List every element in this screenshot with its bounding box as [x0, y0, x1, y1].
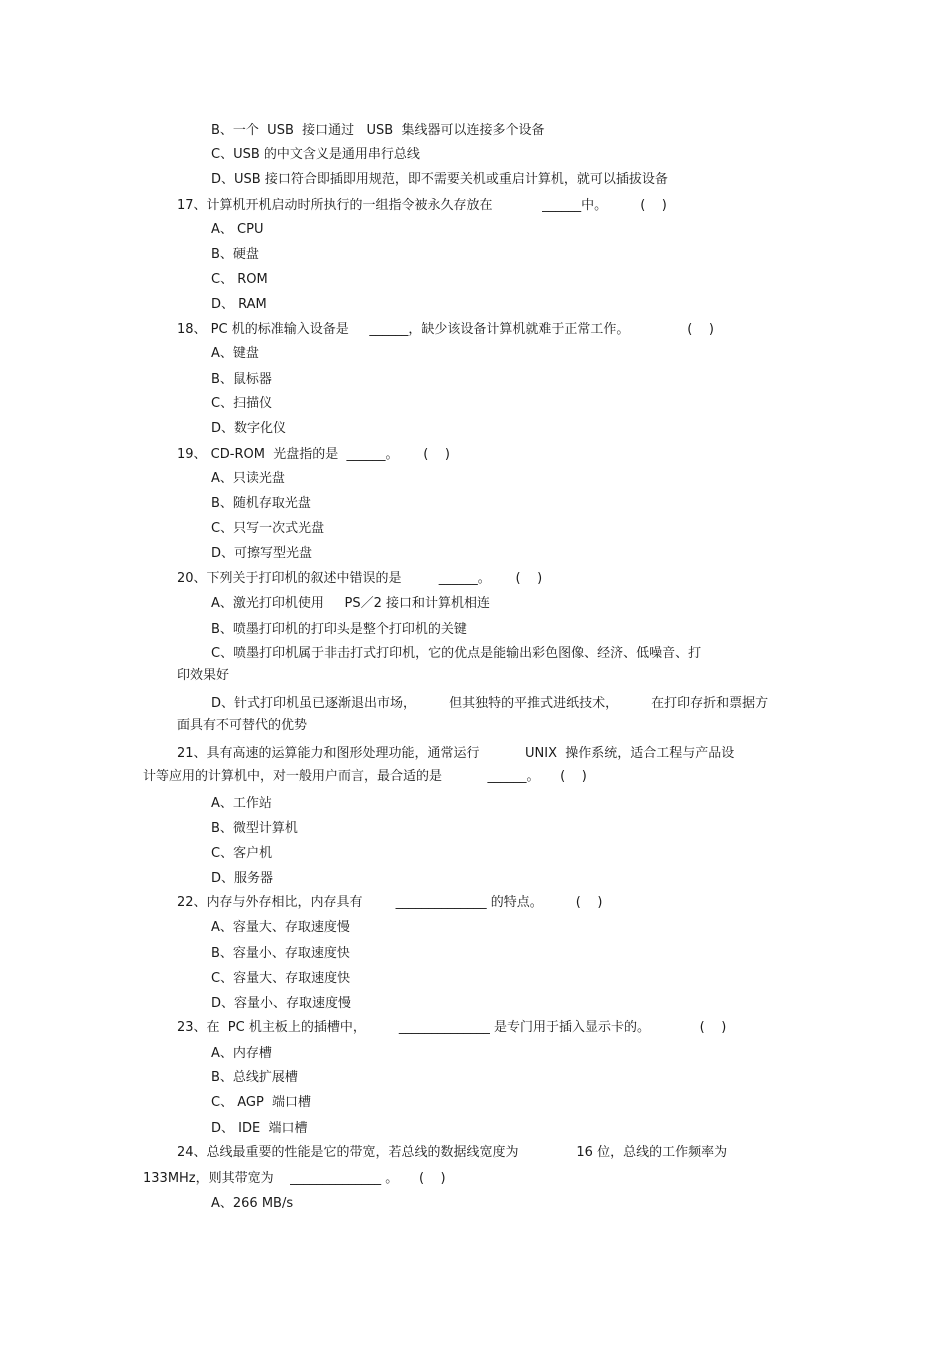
option-16c: C、USB 的中文含义是通用串行总线: [211, 147, 420, 162]
question-17: 17、计算机开机启动时所执行的一组指令被永久存放在 ______中。 ( ): [177, 198, 667, 213]
option-17c: C、 ROM: [211, 272, 268, 287]
option-20a: A、激光打印机使用 PS／2 接口和计算机相连: [211, 596, 491, 611]
question-21-continued: 计等应用的计算机中，对一般用户而言，最合适的是 ______。 ( ): [143, 769, 587, 784]
question-21: 21、具有高速的运算能力和图形处理功能，通常运行 UNIX 操作系统，适合工程与产品设: [177, 746, 735, 761]
option-24a: A、266 MB/s: [211, 1196, 294, 1211]
option-20c: C、喷墨打印机属于非击打式打印机，它的优点是能输出彩色图像、经济、低噪音、打: [211, 646, 702, 661]
option-20d: D、针式打印机虽已逐渐退出市场， 但其独特的平推式进纸技术， 在打印存折和票据方: [211, 696, 769, 711]
question-24-continued: 133MHz，则其带宽为 ______________ 。 ( ): [143, 1171, 446, 1186]
option-23a: A、内存槽: [211, 1046, 272, 1061]
option-21d: D、服务器: [211, 871, 274, 886]
option-16d: D、USB 接口符合即插即用规范，即不需要关机或重启计算机，就可以插拔设备: [211, 172, 668, 187]
option-17a: A、 CPU: [211, 222, 264, 237]
option-23b: B、总线扩展槽: [211, 1070, 298, 1085]
option-21c: C、客户机: [211, 846, 273, 861]
question-23: 23、在 PC 机主板上的插槽中， ______________ 是专门用于插入显示卡的。 ( ): [177, 1020, 727, 1035]
question-24: 24、总线最重要的性能是它的带宽，若总线的数据线宽度为 16 位，总线的工作频率为: [177, 1145, 728, 1160]
option-17b: B、硬盘: [211, 247, 259, 262]
option-22c: C、容量大、存取速度快: [211, 971, 351, 986]
option-19b: B、随机存取光盘: [211, 496, 311, 511]
option-20d-continued: 面具有不可替代的优势: [177, 718, 308, 733]
question-20: 20、下列关于打印机的叙述中错误的是 ______。 ( ): [177, 571, 543, 586]
option-19d: D、可擦写型光盘: [211, 546, 313, 561]
option-18d: D、数字化仪: [211, 421, 287, 436]
option-18b: B、鼠标器: [211, 372, 272, 387]
option-23c: C、 AGP 端口槽: [211, 1095, 312, 1110]
option-23d: D、 IDE 端口槽: [211, 1121, 308, 1136]
option-18c: C、扫描仪: [211, 396, 273, 411]
question-22: 22、内存与外存相比，内存具有 ______________ 的特点。 ( ): [177, 895, 603, 910]
option-18a: A、键盘: [211, 346, 259, 361]
option-16b: B、一个 USB 接口通过 USB 集线器可以连接多个设备: [211, 123, 545, 138]
question-18: 18、 PC 机的标准输入设备是 ______，缺少该设备计算机就难于正常工作。 ( ): [177, 322, 714, 337]
option-20b: B、喷墨打印机的打印头是整个打印机的关键: [211, 622, 467, 637]
option-19c: C、只写一次式光盘: [211, 521, 325, 536]
option-20c-continued: 印效果好: [177, 668, 230, 683]
option-21b: B、微型计算机: [211, 821, 298, 836]
option-17d: D、 RAM: [211, 297, 267, 312]
option-21a: A、工作站: [211, 796, 272, 811]
option-22d: D、容量小、存取速度慢: [211, 996, 352, 1011]
option-22a: A、容量大、存取速度慢: [211, 920, 350, 935]
option-22b: B、容量小、存取速度快: [211, 946, 350, 961]
question-19: 19、 CD-ROM 光盘指的是 ______。 ( ): [177, 447, 450, 462]
option-19a: A、只读光盘: [211, 471, 285, 486]
